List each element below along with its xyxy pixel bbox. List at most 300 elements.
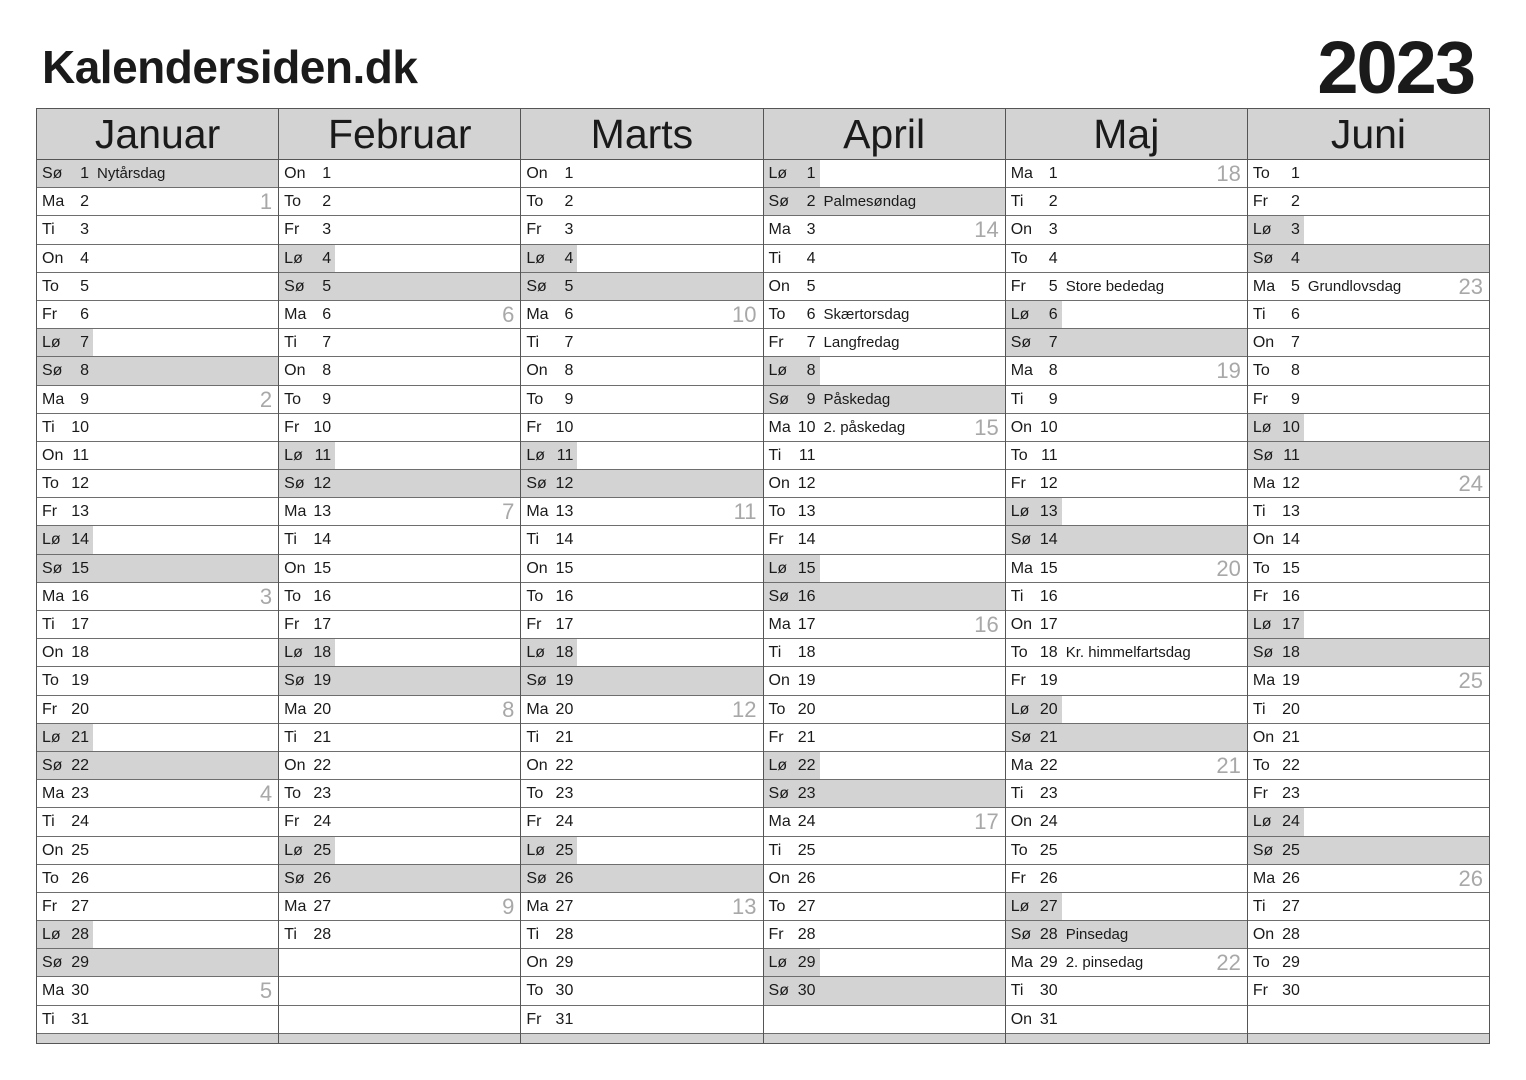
weekday-label: Lø	[42, 926, 61, 944]
day-number: 14	[1282, 531, 1300, 549]
day-number: 12	[1039, 475, 1058, 493]
week-number: 5	[259, 978, 273, 1004]
weekday-label: Fr	[284, 813, 300, 831]
day-row	[1248, 386, 1489, 414]
day-number: 5	[1290, 277, 1300, 295]
day-number: 3	[1048, 221, 1058, 239]
day-row	[279, 611, 520, 639]
weekday-label: To	[284, 587, 302, 605]
day-row	[1006, 865, 1247, 893]
weekday-label: Ti	[526, 334, 540, 352]
month-column	[37, 109, 278, 1043]
weekday-label: Ti	[1252, 305, 1266, 323]
day-row	[37, 273, 278, 301]
day-row	[37, 977, 278, 1005]
week-number: 14	[974, 217, 999, 243]
weekday-label: Ti	[42, 1010, 55, 1028]
day-row	[37, 583, 278, 611]
day-row	[1248, 808, 1489, 836]
weekday-label: Ti	[1252, 700, 1266, 718]
day-row	[279, 216, 520, 244]
day-number: 16	[555, 587, 574, 605]
day-number: 30	[555, 982, 574, 1000]
day-row	[279, 893, 520, 921]
weekday-label: To	[42, 869, 59, 887]
day-number: 15	[71, 559, 89, 577]
day-row	[37, 865, 278, 893]
day-number: 20	[313, 700, 332, 718]
week-number: 25	[1458, 668, 1484, 694]
day-number: 5	[564, 277, 574, 295]
week-number: 8	[502, 696, 515, 722]
day-number: 13	[797, 503, 816, 521]
calendar-grid	[36, 108, 1490, 1044]
weekday-label: Lø	[1010, 305, 1030, 323]
weekday-label: Ma	[42, 982, 65, 1000]
day-number: 28	[1039, 926, 1058, 944]
day-row	[37, 414, 278, 442]
week-number: 20	[1216, 555, 1241, 581]
day-number: 1	[322, 165, 332, 182]
day-row	[764, 442, 1005, 470]
weekday-label: On	[1010, 813, 1033, 831]
day-number: 2	[1048, 193, 1058, 211]
empty-day-row	[279, 1006, 520, 1034]
weekday-label: Lø	[1010, 503, 1030, 521]
weekday-label: On	[768, 475, 790, 493]
weekday-label: Lø	[526, 249, 546, 267]
day-number: 23	[797, 785, 816, 803]
day-row	[279, 357, 520, 385]
day-row	[1248, 216, 1489, 244]
day-number: 20	[555, 700, 574, 718]
day-row	[521, 357, 762, 385]
day-number: 10	[71, 418, 89, 436]
day-row	[521, 555, 762, 583]
day-number: 10	[797, 418, 816, 436]
day-number: 24	[797, 813, 816, 831]
day-number: 7	[80, 334, 89, 352]
weekday-label: Ti	[284, 531, 297, 549]
day-number: 17	[1039, 616, 1058, 633]
day-row	[764, 583, 1005, 611]
weekday-label: Lø	[1252, 418, 1272, 436]
day-row	[279, 386, 520, 414]
holiday-label: Kr. himmelfartsdag	[1065, 644, 1191, 662]
day-list	[37, 160, 278, 1043]
day-number: 15	[1039, 559, 1058, 577]
weekday-label: To	[768, 700, 786, 718]
weekday-label: Sø	[284, 475, 305, 493]
day-number: 24	[1039, 813, 1058, 831]
day-number: 23	[313, 785, 332, 803]
day-number: 27	[797, 897, 816, 915]
day-number: 23	[1282, 785, 1300, 803]
weekday-label: Lø	[1252, 616, 1272, 633]
day-number: 13	[555, 503, 574, 521]
day-number: 9	[806, 390, 816, 408]
day-list	[521, 160, 762, 1043]
weekday-label: Lø	[284, 446, 303, 464]
weekday-label: Sø	[1010, 334, 1032, 352]
weekday-label: On	[1010, 418, 1033, 436]
day-row	[1248, 442, 1489, 470]
holiday-label: Pinsedag	[1065, 926, 1129, 944]
day-number: 22	[1282, 756, 1300, 774]
day-row	[764, 329, 1005, 357]
day-number: 28	[71, 926, 89, 944]
weekday-label: Ma	[42, 390, 65, 408]
weekday-label: Fr	[1010, 672, 1026, 690]
week-number: 13	[732, 893, 757, 919]
day-row	[37, 216, 278, 244]
day-row	[279, 865, 520, 893]
day-number: 9	[1290, 390, 1300, 408]
day-number: 18	[71, 644, 89, 662]
day-number: 19	[1282, 672, 1300, 690]
week-number: 3	[259, 583, 273, 609]
day-row	[764, 949, 1005, 977]
day-row	[1248, 301, 1489, 329]
day-number: 24	[555, 813, 574, 831]
weekday-label: Ti	[1010, 193, 1024, 211]
day-row	[1006, 949, 1247, 977]
week-number: 10	[732, 301, 757, 327]
day-number: 16	[71, 587, 89, 605]
day-row	[1006, 414, 1247, 442]
day-row	[521, 414, 762, 442]
day-number: 9	[564, 390, 574, 408]
day-row	[37, 470, 278, 498]
empty-day-row	[279, 977, 520, 1005]
weekday-label: On	[1252, 531, 1275, 549]
day-row	[37, 893, 278, 921]
weekday-label: Sø	[526, 869, 547, 887]
day-number: 6	[322, 305, 332, 323]
weekday-label: To	[526, 587, 544, 605]
day-row	[1006, 808, 1247, 836]
weekday-label: Sø	[768, 390, 789, 408]
day-number: 20	[1039, 700, 1058, 718]
weekday-label: On	[768, 869, 790, 887]
day-row	[521, 442, 762, 470]
day-row	[1248, 865, 1489, 893]
weekday-label: Sø	[1010, 531, 1032, 549]
weekday-label: To	[526, 390, 544, 408]
day-number: 11	[1283, 446, 1300, 464]
day-row	[764, 555, 1005, 583]
day-row	[521, 188, 762, 216]
day-number: 5	[1048, 277, 1058, 295]
day-number: 2	[80, 193, 89, 211]
weekday-label: Lø	[42, 334, 61, 352]
day-number: 26	[1282, 869, 1300, 887]
day-row	[37, 949, 278, 977]
week-number: 15	[974, 414, 999, 440]
column-footer-shade	[764, 1034, 1005, 1043]
day-row	[1248, 949, 1489, 977]
day-row	[1248, 893, 1489, 921]
day-number: 31	[555, 1010, 574, 1028]
weekday-label: To	[1010, 446, 1028, 464]
month-header: Marts	[521, 109, 762, 160]
weekday-label: On	[526, 954, 548, 972]
weekday-label: Sø	[284, 277, 305, 295]
day-row	[1006, 752, 1247, 780]
day-list	[1248, 160, 1489, 1043]
day-number: 8	[322, 362, 332, 380]
day-number: 21	[1282, 728, 1300, 746]
weekday-label: On	[284, 362, 306, 380]
day-row	[279, 160, 520, 188]
day-number: 21	[313, 728, 332, 746]
day-number: 12	[71, 475, 89, 493]
weekday-label: Ti	[526, 531, 540, 549]
day-number: 16	[313, 587, 332, 605]
day-number: 12	[1282, 475, 1300, 493]
weekday-label: Fr	[768, 531, 784, 549]
day-row	[279, 498, 520, 526]
day-number: 14	[71, 531, 89, 549]
day-row	[37, 160, 278, 188]
day-number: 12	[797, 475, 816, 493]
weekday-label: On	[1010, 221, 1033, 239]
weekday-label: Ma	[284, 897, 307, 915]
day-number: 6	[80, 305, 89, 323]
day-number: 6	[564, 305, 574, 323]
week-number: 18	[1216, 161, 1241, 186]
weekday-label: Ti	[1252, 897, 1266, 915]
day-row	[521, 865, 762, 893]
day-number: 25	[555, 841, 574, 859]
day-number: 21	[71, 728, 89, 746]
weekday-label: Fr	[526, 221, 542, 239]
day-row	[1006, 526, 1247, 554]
weekday-label: Ti	[1010, 587, 1024, 605]
day-number: 4	[1290, 249, 1300, 267]
day-number: 31	[1039, 1010, 1058, 1028]
day-number: 20	[797, 700, 816, 718]
day-row	[521, 808, 762, 836]
weekday-label: Fr	[1010, 277, 1026, 295]
weekday-label: Sø	[1252, 249, 1274, 267]
weekday-label: Sø	[1252, 841, 1274, 859]
day-number: 28	[313, 926, 332, 944]
day-number: 13	[313, 503, 332, 521]
day-number: 22	[71, 756, 89, 774]
day-number: 3	[1290, 221, 1300, 239]
weekday-label: Sø	[42, 954, 63, 972]
day-row	[37, 357, 278, 385]
weekday-label: Fr	[42, 305, 58, 323]
weekday-label: Ma	[768, 221, 791, 239]
day-number: 13	[1039, 503, 1058, 521]
day-number: 2	[806, 193, 816, 211]
day-number: 22	[313, 756, 332, 774]
day-row	[1248, 414, 1489, 442]
day-row	[521, 696, 762, 724]
weekday-label: To	[526, 785, 544, 803]
day-row	[37, 724, 278, 752]
weekday-label: Fr	[42, 700, 58, 718]
weekday-label: Fr	[284, 616, 300, 633]
day-row	[521, 245, 762, 273]
weekday-label: Fr	[1252, 390, 1268, 408]
day-number: 25	[797, 841, 816, 859]
week-number: 9	[502, 893, 515, 919]
day-row	[521, 837, 762, 865]
day-row	[279, 526, 520, 554]
weekday-label: On	[768, 277, 790, 295]
day-list	[764, 160, 1005, 1043]
day-row	[37, 837, 278, 865]
weekday-label: Sø	[1252, 644, 1274, 662]
weekday-label: Sø	[42, 559, 63, 577]
day-number: 16	[1039, 587, 1058, 605]
day-number: 19	[555, 672, 574, 690]
weekday-label: Ma	[42, 193, 65, 211]
weekday-label: To	[42, 672, 59, 690]
weekday-label: Fr	[1010, 475, 1026, 493]
day-row	[1006, 724, 1247, 752]
weekday-label: Sø	[1010, 926, 1032, 944]
weekday-label: Ma	[1252, 475, 1276, 493]
day-row	[37, 526, 278, 554]
day-number: 1	[80, 165, 89, 182]
day-row	[1006, 921, 1247, 949]
weekday-label: Fr	[768, 728, 784, 746]
day-number: 27	[555, 897, 574, 915]
day-row	[1248, 780, 1489, 808]
weekday-label: To	[1010, 249, 1028, 267]
week-number: 23	[1458, 273, 1484, 299]
day-row	[521, 611, 762, 639]
day-row	[1248, 921, 1489, 949]
weekday-label: Lø	[526, 841, 546, 859]
weekday-label: To	[284, 390, 302, 408]
weekday-label: On	[1010, 616, 1033, 633]
weekday-label: Fr	[1252, 785, 1268, 803]
day-number: 8	[1048, 362, 1058, 380]
weekday-label: To	[42, 475, 59, 493]
day-number: 3	[80, 221, 89, 239]
weekday-label: Ti	[768, 446, 782, 464]
weekday-label: Lø	[42, 531, 61, 549]
day-row	[1006, 893, 1247, 921]
weekday-label: Ti	[526, 926, 540, 944]
weekday-label: Sø	[1010, 728, 1032, 746]
day-row	[279, 808, 520, 836]
day-row	[1006, 386, 1247, 414]
day-number: 27	[1039, 897, 1058, 915]
day-number: 25	[1039, 841, 1058, 859]
day-row	[764, 526, 1005, 554]
day-number: 14	[1039, 531, 1058, 549]
weekday-label: On	[526, 756, 548, 774]
day-row	[279, 245, 520, 273]
day-number: 29	[1282, 954, 1300, 972]
day-number: 2	[322, 193, 332, 211]
column-footer-shade	[521, 1034, 762, 1043]
weekday-label: To	[768, 503, 786, 521]
weekday-label: Ma	[526, 700, 549, 718]
day-number: 27	[313, 897, 332, 915]
day-row	[521, 780, 762, 808]
day-row	[764, 780, 1005, 808]
week-number: 4	[259, 781, 273, 807]
day-row	[1006, 357, 1247, 385]
day-row	[37, 1006, 278, 1034]
day-row	[1248, 273, 1489, 301]
day-number: 22	[1039, 756, 1058, 774]
day-row	[1006, 245, 1247, 273]
weekday-label: Ti	[768, 644, 782, 662]
weekday-label: Ma	[284, 305, 307, 323]
day-row	[764, 696, 1005, 724]
day-row	[1248, 526, 1489, 554]
day-number: 29	[1039, 954, 1058, 972]
weekday-label: Ti	[1010, 390, 1024, 408]
day-row	[764, 724, 1005, 752]
weekday-label: On	[526, 362, 548, 380]
weekday-label: To	[1252, 559, 1270, 577]
day-row	[1006, 273, 1247, 301]
holiday-label: 2. pinsedag	[1065, 954, 1144, 972]
day-row	[764, 893, 1005, 921]
day-number: 7	[1048, 334, 1058, 352]
weekday-label: Lø	[768, 362, 788, 380]
weekday-label: Fr	[526, 616, 542, 633]
day-number: 2	[564, 193, 574, 211]
day-row	[1248, 498, 1489, 526]
day-row	[37, 301, 278, 329]
week-number: 2	[259, 386, 273, 412]
month-header: Maj	[1006, 109, 1247, 160]
day-number: 22	[555, 756, 574, 774]
day-number: 7	[322, 334, 332, 352]
day-row	[521, 752, 762, 780]
weekday-label: Ma	[526, 503, 549, 521]
day-row	[37, 639, 278, 667]
day-row	[37, 245, 278, 273]
day-number: 5	[322, 277, 332, 295]
day-number: 16	[797, 587, 816, 605]
day-number: 28	[1282, 926, 1300, 944]
day-number: 1	[564, 165, 574, 182]
day-number: 23	[71, 785, 89, 803]
weekday-label: Lø	[284, 249, 303, 267]
day-row	[521, 498, 762, 526]
day-row	[1248, 160, 1489, 188]
day-row	[37, 188, 278, 216]
day-row	[1248, 639, 1489, 667]
day-row	[1006, 1006, 1247, 1034]
day-row	[1006, 583, 1247, 611]
day-number: 11	[798, 446, 816, 464]
day-number: 26	[797, 869, 816, 887]
weekday-label: To	[768, 305, 786, 323]
weekday-label: Lø	[768, 559, 788, 577]
day-number: 30	[797, 982, 816, 1000]
weekday-label: On	[42, 841, 64, 859]
weekday-label: Sø	[768, 587, 789, 605]
day-row	[1006, 498, 1247, 526]
day-number: 24	[313, 813, 332, 831]
day-number: 26	[555, 869, 574, 887]
day-number: 7	[806, 334, 816, 352]
month-header: Januar	[37, 109, 278, 160]
weekday-label: Fr	[768, 334, 784, 352]
